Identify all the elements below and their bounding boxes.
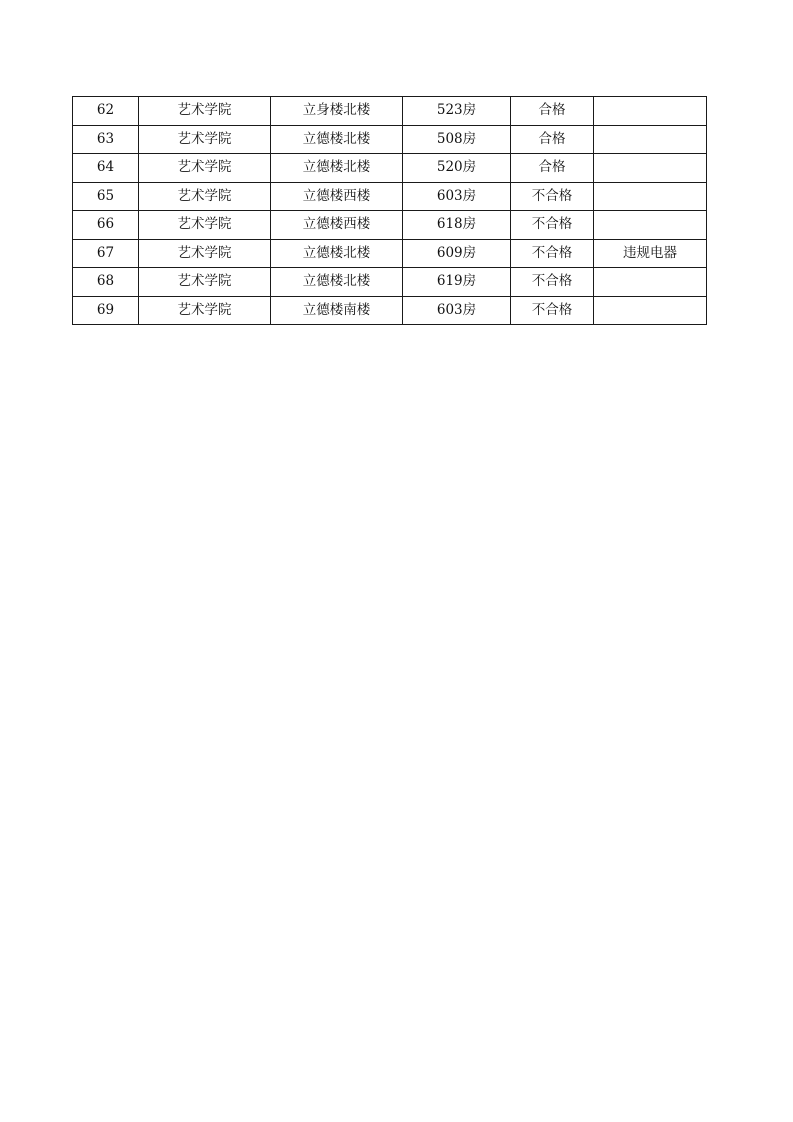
cell-result: 合格	[511, 97, 594, 126]
cell-college: 艺术学院	[139, 239, 271, 268]
table-row	[73, 154, 707, 183]
cell-building: 立身楼北楼	[271, 97, 403, 126]
cell-room: 603房	[403, 182, 511, 211]
table-row	[73, 239, 707, 268]
cell-room: 603房	[403, 296, 511, 325]
cell-no: 69	[73, 296, 139, 325]
cell-note: 违规电器	[594, 239, 707, 268]
table-row	[73, 211, 707, 240]
inspection-table	[72, 96, 707, 325]
cell-college: 艺术学院	[139, 154, 271, 183]
cell-college: 艺术学院	[139, 97, 271, 126]
cell-building: 立德楼北楼	[271, 125, 403, 154]
cell-no: 64	[73, 154, 139, 183]
cell-room: 618房	[403, 211, 511, 240]
cell-building: 立德楼北楼	[271, 154, 403, 183]
cell-result: 不合格	[511, 211, 594, 240]
table-row	[73, 268, 707, 297]
cell-building: 立德楼北楼	[271, 239, 403, 268]
cell-no: 65	[73, 182, 139, 211]
cell-note	[594, 268, 707, 297]
cell-result: 不合格	[511, 296, 594, 325]
cell-college: 艺术学院	[139, 296, 271, 325]
table-row	[73, 182, 707, 211]
cell-room: 619房	[403, 268, 511, 297]
cell-note	[594, 97, 707, 126]
cell-note	[594, 296, 707, 325]
cell-note	[594, 211, 707, 240]
cell-room: 508房	[403, 125, 511, 154]
cell-college: 艺术学院	[139, 125, 271, 154]
table-row	[73, 296, 707, 325]
cell-result: 不合格	[511, 182, 594, 211]
table-row	[73, 97, 707, 126]
inspection-table-body	[73, 97, 707, 325]
cell-note	[594, 154, 707, 183]
cell-building: 立德楼南楼	[271, 296, 403, 325]
cell-room: 520房	[403, 154, 511, 183]
cell-result: 不合格	[511, 268, 594, 297]
cell-no: 63	[73, 125, 139, 154]
cell-room: 523房	[403, 97, 511, 126]
cell-result: 合格	[511, 154, 594, 183]
cell-college: 艺术学院	[139, 211, 271, 240]
cell-college: 艺术学院	[139, 182, 271, 211]
cell-building: 立德楼北楼	[271, 268, 403, 297]
cell-building: 立德楼西楼	[271, 182, 403, 211]
cell-note	[594, 182, 707, 211]
cell-note	[594, 125, 707, 154]
table-row	[73, 125, 707, 154]
cell-room: 609房	[403, 239, 511, 268]
cell-no: 67	[73, 239, 139, 268]
cell-result: 不合格	[511, 239, 594, 268]
cell-college: 艺术学院	[139, 268, 271, 297]
cell-building: 立德楼西楼	[271, 211, 403, 240]
cell-no: 68	[73, 268, 139, 297]
cell-no: 66	[73, 211, 139, 240]
cell-result: 合格	[511, 125, 594, 154]
cell-no: 62	[73, 97, 139, 126]
